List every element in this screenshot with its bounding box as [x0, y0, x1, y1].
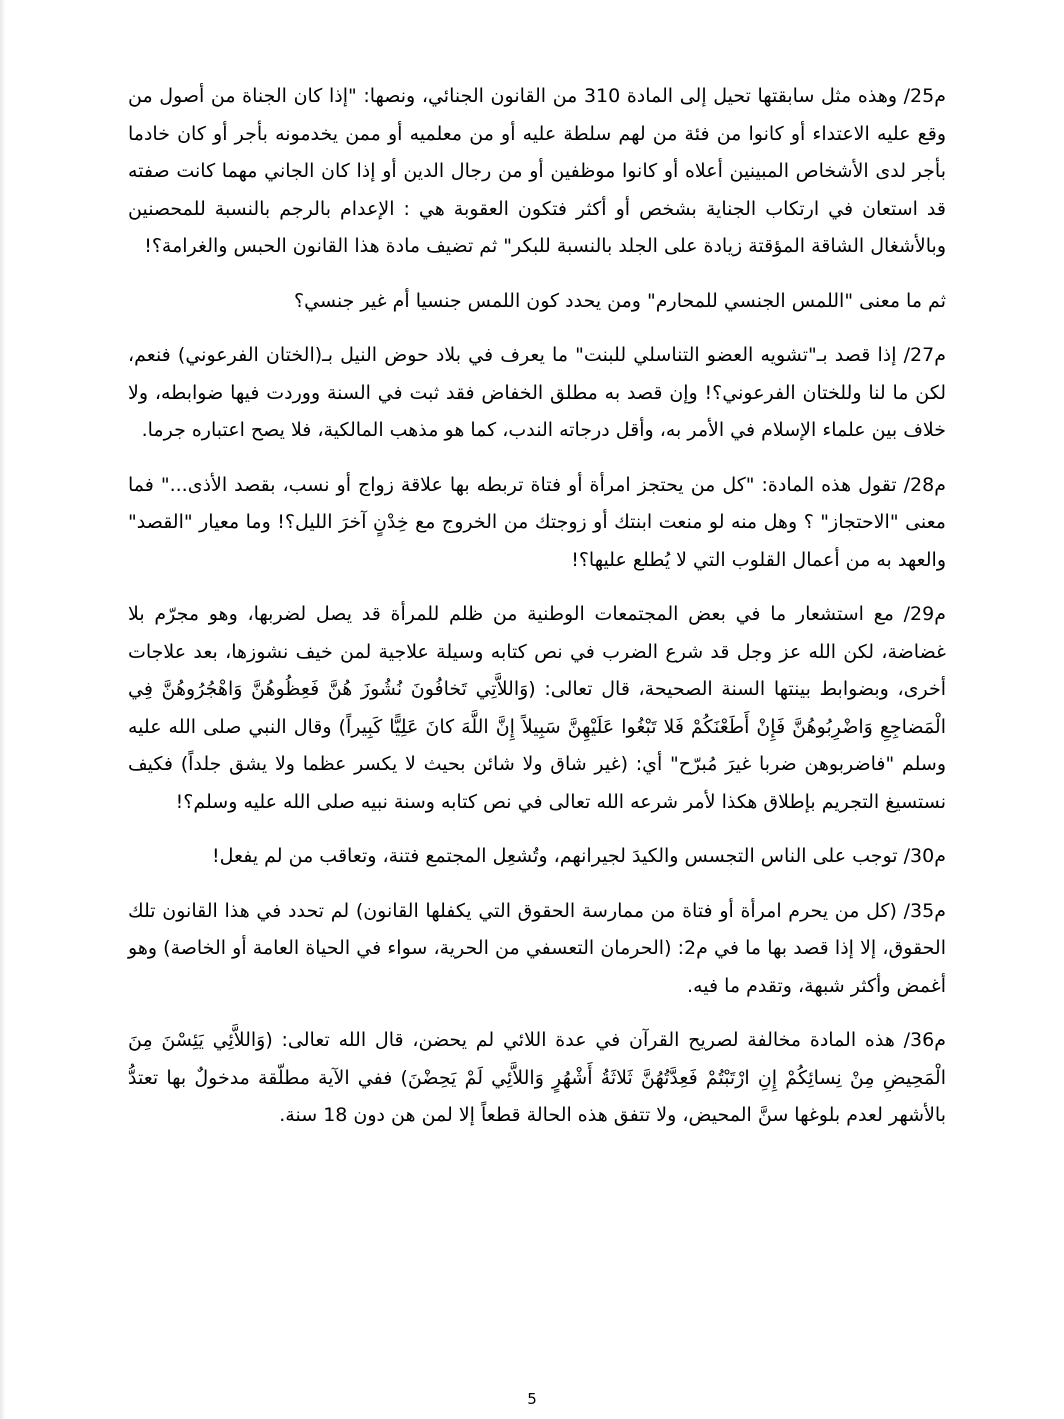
paragraph-article-36: م36/ هذه المادة مخالفة لصريح القرآن في عدة اللائي لم يحضن، قال الله تعالى: (وَاللاَّئِي يَئِسْنَ مِنَ الْمَحِيضِ مِنْ نِسائِكُمْ إِنِ ارْتَبْتُمْ فَعِدَّتُهُنَّ ثَلاثَةُ أَشْهُرٍ وَاللاَّئِي لَمْ يَحِضْنَ) ففي الآية مطلّقة مدخولٌ بها تعتدُّ بالأشهر لعدم بلوغها سنَّ المحيض، ولا تتفق هذه الحالة قطعاً إلا لمن هن دون 18 سنة.	[128, 1029, 946, 1126]
paragraph-article-35: م35/ (كل من يحرم امرأة أو فتاة من ممارسة الحقوق التي يكفلها القانون) لم تحدد في هذا القانون تلك الحقوق، إلا إذا قصد بها ما في م2: (الحرمان التعسفي من الحرية، سواء في الحياة العامة أو الخاصة) وهو أغمض وأكثر شبهة، وتقدم ما فيه.	[128, 899, 946, 997]
paragraph-touch-question: ثم ما معنى "اللمس الجنسي للمحارم" ومن يحدد كون اللمس جنسيا أم غير جنسي؟	[294, 289, 946, 312]
document-body	[128, 78, 946, 1135]
paragraph-article-29: م29/ مع استشعار ما في بعض المجتمعات الوطنية من ظلم للمرأة قد يصل لضربها، وهو مجرّم بلا غضاضة، لكن الله عز وجل قد شرع الضرب في نص كتابه وسيلة علاجية لمن خيف نشوزها، بعد علاجات أخرى، وبضوابط بينتها السنة الصحيحة، قال تعالى: (وَاللاَّتِي تَخافُونَ نُشُوزَ هُنَّ فَعِظُوهُنَّ وَاهْجُرُوهُنَّ فِي الْمَضاجِعِ وَاضْرِبُوهُنَّ فَإِنْ أَطَعْنَكُمْ فَلا تَبْغُوا عَلَيْهِنَّ سَبِيلاً إِنَّ اللَّهَ كانَ عَلِيًّا كَبِيراً) وقال النبي صلى الله عليه وسلم "فاضربوهن ضربا غيرَ مُبرّح" أي: (غير شاق ولا شائن بحيث لا يكسر عظما ولا يشق جلداً) فكيف نستسيغ التجريم بإطلاق هكذا لأمر شرعه الله تعالى في نص كتابه وسنة نبيه صلى الله عليه وسلم؟!	[128, 603, 946, 813]
paragraph-article-30: م30/ توجب على الناس التجسس والكيدَ لجيرانهم، وتُشعِل المجتمع فتنة، وتعاقب من لم يفعل!	[212, 845, 946, 867]
paragraph-article-27: م27/ إذا قصد بـ"تشويه العضو التناسلي للبنت" ما يعرف في بلاد حوض النيل بـ(الختان الفرعوني) فنعم، لكن ما لنا وللختان الفرعوني؟! وإن قصد به مطلق الخفاض فقد ثبت في السنة ووردت فيها ضوابطه، ولا خلاف بين علماء الإسلام في الأمر به، وأقل درجاته الندب، كما هو مذهب المالكية، فلا يصح اعتباره جرما.	[128, 344, 946, 441]
paragraph-article-25: م25/ وهذه مثل سابقتها تحيل إلى المادة 310 من القانون الجنائي، ونصها: "إذا كان الجناة من أصول من وقع عليه الاعتداء أو كانوا من فئة من لهم سلطة عليه أو من معلميه أو ممن يخدمونه بأجر أو كان خادما بأجر لدى الأشخاص المبينين أعلاه أو كانوا موظفين أو من رجال الدين أو إذا كان الجاني مهما كانت صفته قد استعان في ارتكاب الجناية بشخص أو أكثر فتكون العقوبة هي : الإعدام بالرجم بالنسبة للمحصنين وبالأشغال الشاقة المؤقتة زيادة على الجلد بالنسبة للبكر" ثم تضيف مادة هذا القانون الحبس والغرامة؟!	[128, 85, 946, 257]
page-number: 5	[527, 1390, 537, 1408]
paragraph-article-28: م28/ تقول هذه المادة: "كل من يحتجز امرأة أو فتاة تربطه بها علاقة زواج أو نسب، بقصد الأذى..." فما معنى "الاحتجاز" ؟ وهل منه لو منعت ابنتك أو زوجتك من الخروج مع خِدْنٍ آخرَ الليل؟! وما معيار "القصد" والعهد به من أعمال القلوب التي لا يُطلع عليها؟!	[128, 473, 946, 571]
page-edge-shadow	[0, 0, 6, 1419]
